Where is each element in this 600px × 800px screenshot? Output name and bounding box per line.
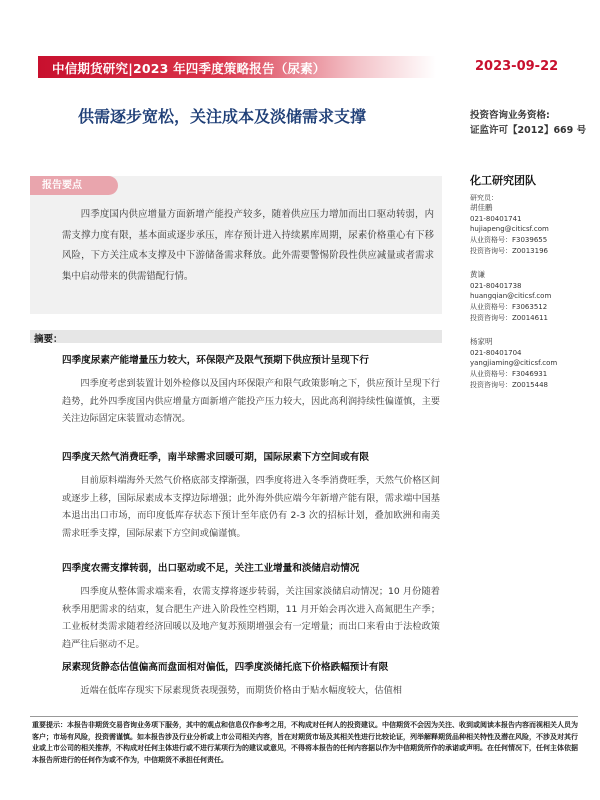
banner-title: 中信期货研究|2023 年四季度策略报告（尿素） xyxy=(52,61,326,76)
member-license: 从业资格号：F3063512 xyxy=(470,302,548,311)
page-title: 供需逐步宽松，关注成本及淡储需求支撑 xyxy=(78,107,367,126)
summary-text: 四季度国内供应增量方面新增产能投产较多，随着供应压力增加而出口驱动转弱，内需支撑力度有限，基本面或逐步承压，库存预计进入持续累库周期，尿素价格重心有下移风险，下方关注成本支撑及中下游储备需求释放。此外需要警惕阶段性供应减量或者需求集中启动带来的供需错配行情。 xyxy=(62,209,434,282)
member-name: 胡佳鹏 xyxy=(470,203,493,213)
member-name: 黄谦 xyxy=(470,270,485,280)
abstract-section xyxy=(62,352,440,428)
member-phone: 021-80401738 xyxy=(470,281,522,290)
section-body: 目前原料端海外天然气价格底部支撑渐强，四季度将进入冬季消费旺季，天然气价格区间或逐步上移，国际尿素成本支撑边际增强；此外海外供应端今年新增产能有限，需求端中国基本退出出口市场，而印度低库存状态下预计至年底仍有 2-3 次的招标计划，叠加欧洲和南美需求旺季支撑，国际尿素下方空间或偏谨慎。 xyxy=(62,475,440,539)
member-email[interactable]: yangjiaming@citicsf.com xyxy=(470,359,558,368)
abstract-section xyxy=(62,560,440,653)
report-banner xyxy=(38,56,436,78)
section-heading: 四季度天然气消费旺季，南半球需求回暖可期，国际尿素下方空间或有限 xyxy=(62,452,369,463)
research-team xyxy=(470,176,590,390)
abstract-section xyxy=(62,659,440,700)
report-date: 2023-09-22 xyxy=(475,59,559,74)
member-email[interactable]: hujiapeng@citicsf.com xyxy=(470,225,549,234)
summary-tab: 报告要点 xyxy=(30,176,118,195)
member-email[interactable]: huangqian@citicsf.com xyxy=(470,292,552,301)
section-heading: 四季度农需支撑转弱，出口驱动或不足，关注工业增量和淡储启动情况 xyxy=(62,563,360,574)
section-body: 四季度考虑到装置计划外检修以及国内环保限产和限气政策影响之下，供应预计呈现下行趋势，此外四季度国内供应增量方面新增产能投产压力较大，因此高利润持续性偏谨慎，主要关注边际固定床装置动态情况。 xyxy=(62,378,440,425)
disclaimer: 重要提示：本报告非期货交易咨询业务项下服务，其中的观点和信息仅作参考之用，不构成对任何人的投资建议。中信期货不会因为关注、收到或阅读本报告内容而视相关人员为客户；市场有风险，投资需谨慎。如本报告涉及行业分析或上市公司相关内容，旨在对期货市场及其相关性进行比较论证，列举解释期货品种相关特性及潜在风险，不涉及对其行业或上市公司的相关推荐，不构成对任何主体进行或不进行某项行为的建议或意见，不得将本报告的任何内容据以作为中信期货所作的承诺或声明。在任何情况下，任何主体依据本报告所进行的任何作为或不作为，中信期货不承担任何责任。 xyxy=(32,721,578,764)
member-name: 杨家明 xyxy=(470,337,493,347)
section-body: 近端在低库存现实下尿素现货表现强势，而期货价格由于贴水幅度较大，估值相 xyxy=(80,685,402,696)
section-heading: 四季度尿素产能增量压力较大，环保限产及限气预期下供应预计呈现下行 xyxy=(62,355,369,366)
member-advisory: 投资咨询号：Z0015448 xyxy=(470,380,548,389)
license-info xyxy=(470,108,586,138)
abstract-section xyxy=(62,449,440,542)
researcher-label: 研究员： xyxy=(470,193,498,202)
member-phone: 021-80401704 xyxy=(470,348,522,357)
member-phone: 021-80401741 xyxy=(470,214,522,223)
section-heading: 尿素现货静态估值偏高而盘面相对偏低，四季度淡储托底下价格跌幅预计有限 xyxy=(62,662,389,673)
abstract-bar xyxy=(30,330,442,343)
team-title: 化工研究团队 xyxy=(470,174,536,187)
member-license: 从业资格号：F3046931 xyxy=(470,369,548,378)
member-license: 从业资格号：F3039655 xyxy=(470,235,548,244)
abstract-label: 摘要： xyxy=(34,334,63,345)
disclaimer-divider xyxy=(30,716,578,717)
member-advisory: 投资咨询号：Z0014611 xyxy=(470,313,548,322)
section-body: 四季度从整体需求端来看，农需支撑将逐步转弱，关注国家淡储启动情况；10 月份随着秋季用肥需求的结束，复合肥生产进入阶段性空档期，11 月开始会再次进入高氮肥生产季；工业板材类需求随着经济回暖以及地产复苏预期增强会有一定增量；而出口来看由于法检政策趋严往后驱动不足。 xyxy=(62,586,440,650)
license-line-1: 投资咨询业务资格: xyxy=(470,110,550,121)
member-advisory: 投资咨询号：Z0013196 xyxy=(470,246,548,255)
license-line-2: 证监许可【2012】669 号 xyxy=(470,125,587,136)
